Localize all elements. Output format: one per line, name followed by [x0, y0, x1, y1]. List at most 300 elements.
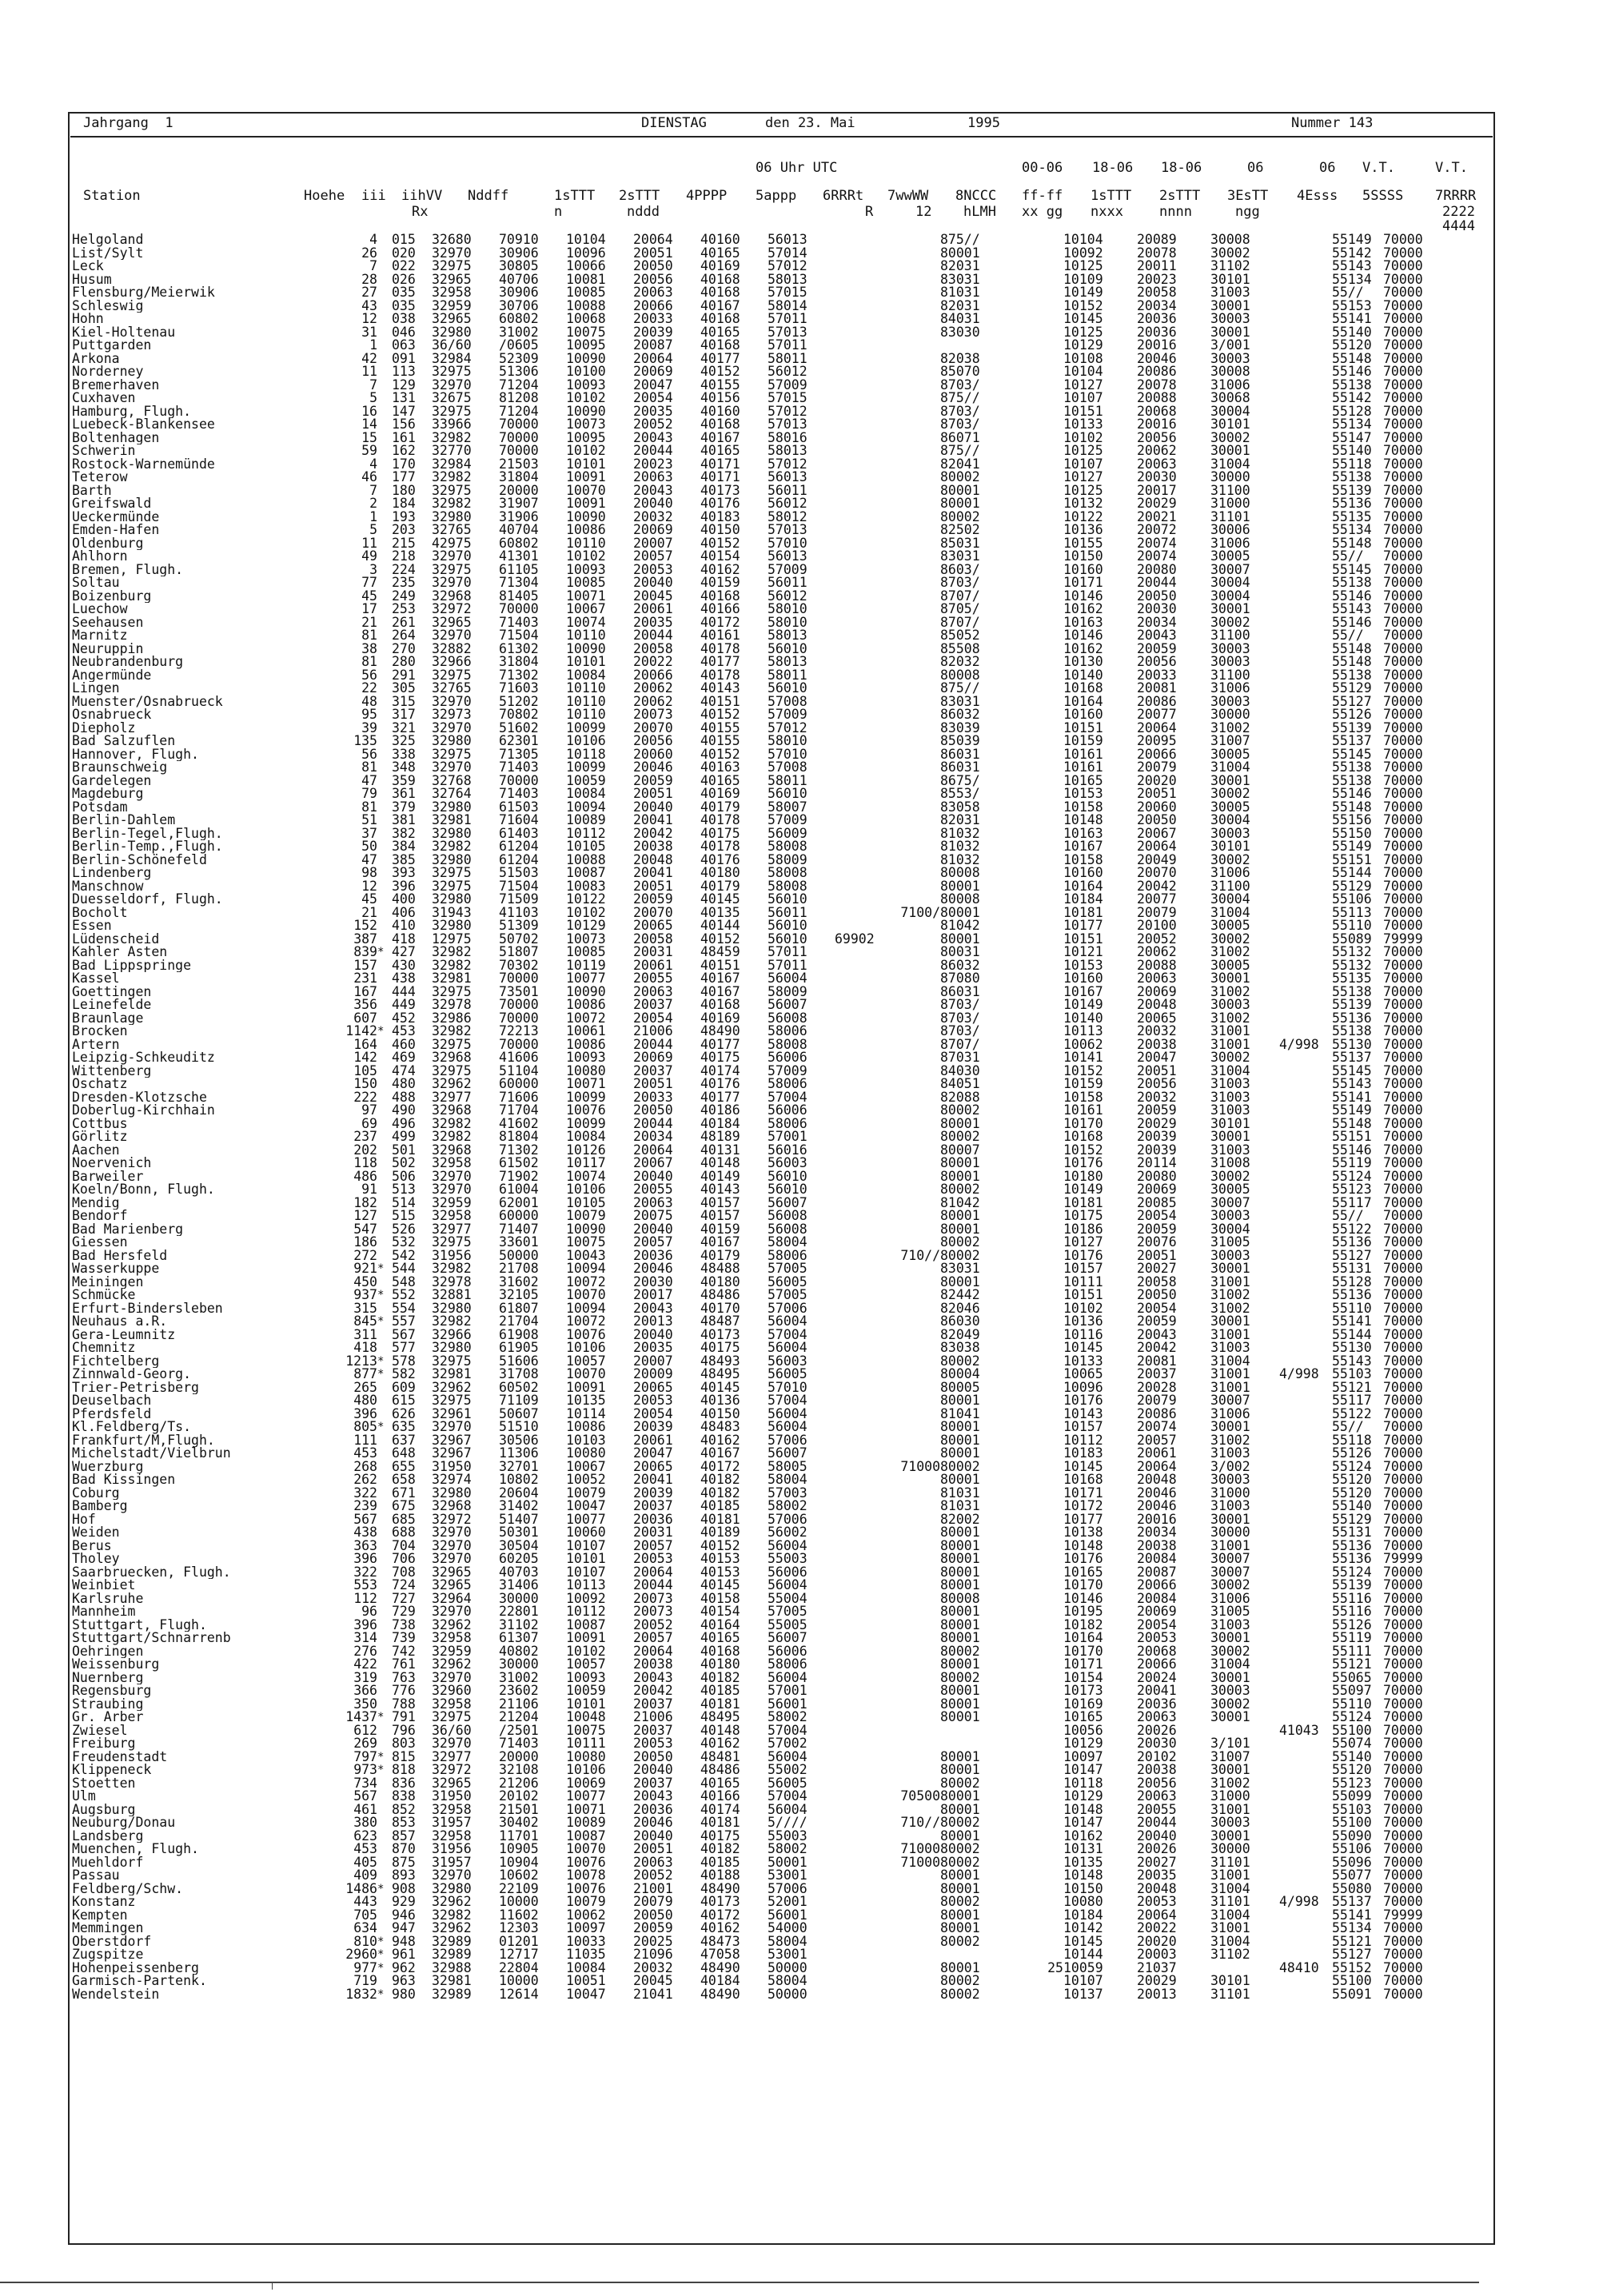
group-8nccc: 81042: [940, 1196, 980, 1210]
group-4esss: [1279, 590, 1332, 604]
station-height: 81: [361, 761, 377, 775]
group-iihvv: 32980: [432, 1341, 472, 1355]
group-6rrrt: [835, 1909, 892, 1923]
group-4pppp: 40178: [700, 814, 740, 827]
group-2sttt-min: 20059: [1137, 1222, 1177, 1236]
mountain-marker: [377, 1816, 392, 1830]
group-7rrrr: 70000: [1383, 1051, 1423, 1065]
group-7wwww: [892, 379, 940, 393]
group-7rrrr: 70000: [1383, 919, 1423, 933]
station-id: 385: [392, 853, 416, 867]
group-4esss: [1279, 471, 1332, 484]
table-row: [72, 1262, 1431, 1276]
group-5ssss: 55145: [1332, 747, 1372, 761]
group-iihvv: 31956: [432, 1249, 472, 1262]
group-2sttt-min: 20086: [1137, 365, 1177, 379]
group-7rrrr: 70000: [1383, 840, 1423, 854]
station-name: Erfurt-Bindersleben: [72, 1301, 223, 1315]
group-6rrrt: [835, 919, 892, 933]
group-1sttt: 10105: [566, 1196, 606, 1210]
group-iihvv: 32970: [432, 550, 472, 564]
group-5appp: 56005: [768, 1275, 807, 1289]
group-2sttt: 20032: [633, 510, 673, 524]
group-3estt: 30003: [1210, 1816, 1250, 1830]
group-4esss: 4/998: [1279, 1038, 1319, 1051]
station-id: 203: [392, 524, 416, 537]
group-5appp: 56004: [768, 1421, 807, 1434]
group-6rrrt: [835, 696, 892, 709]
group-ff-ff: [1027, 1711, 1063, 1724]
group-3estt: 30068: [1210, 392, 1250, 405]
group-5ssss: 55141: [1332, 1090, 1372, 1104]
group-iihvv: 32962: [432, 1381, 472, 1394]
group-2sttt-min: 20024: [1137, 1671, 1177, 1684]
station-height: 56: [361, 747, 377, 761]
group-5appp: 58002: [768, 1500, 807, 1513]
group-6rrrt: [835, 1764, 892, 1777]
group-2sttt: 20041: [633, 1473, 673, 1487]
group-1sttt-max: 10102: [1063, 1301, 1103, 1315]
group-5ssss: 55129: [1332, 1513, 1372, 1526]
group-3estt: 30007: [1210, 563, 1250, 576]
mountain-marker: [377, 1895, 392, 1909]
group-nddff: 71302: [499, 1143, 539, 1157]
group-3estt: 31003: [1210, 1143, 1250, 1157]
mountain-marker: [377, 1144, 392, 1158]
group-iihvv: 32980: [432, 735, 472, 748]
group-7wwww: [892, 682, 940, 696]
group-6rrrt: [835, 379, 892, 393]
mountain-marker: *: [377, 1961, 385, 1975]
station-name: Doberlug-Kirchhain: [72, 1104, 215, 1118]
group-1sttt-max: 10168: [1063, 1473, 1103, 1487]
group-7wwww: 71000: [900, 1856, 940, 1869]
group-5ssss: 55065: [1332, 1671, 1372, 1684]
group-iihvv: 32958: [432, 1632, 472, 1645]
group-4esss: [1279, 1500, 1332, 1513]
group-4esss: [1279, 1540, 1332, 1553]
group-7wwww: [892, 1737, 940, 1751]
group-5ssss: 55121: [1332, 1658, 1372, 1672]
table-row: [72, 999, 1431, 1012]
group-2sttt-min: 20114: [1137, 1157, 1177, 1170]
group-7wwww: [892, 1579, 940, 1592]
group-nddff: 41103: [499, 906, 539, 919]
group-4esss: [1279, 497, 1332, 511]
table-row: [72, 484, 1431, 498]
group-7rrrr: 70000: [1383, 246, 1423, 260]
table-row: [72, 1197, 1431, 1210]
group-nddff: 41301: [499, 550, 539, 564]
group-6rrrt: [835, 1262, 892, 1276]
group-ff-ff: [1027, 1724, 1063, 1738]
col-top-period-1: 00-06: [1022, 160, 1063, 176]
group-ff-ff: [1027, 1869, 1063, 1883]
station-height: 937: [353, 1289, 377, 1302]
group-iihvv: 32989: [432, 1935, 472, 1948]
group-4pppp: 40156: [700, 392, 740, 405]
station-height: 409: [353, 1869, 377, 1883]
group-7wwww: [892, 1065, 940, 1078]
group-2sttt-min: 20069: [1137, 1183, 1177, 1197]
group-3estt: 30004: [1210, 814, 1250, 827]
station-id: 381: [392, 814, 416, 827]
group-7rrrr: 70000: [1383, 1869, 1423, 1883]
group-1sttt-max: 10182: [1063, 1618, 1103, 1632]
group-3estt: 31000: [1210, 1486, 1250, 1500]
group-3estt: 30003: [1210, 642, 1250, 656]
group-2sttt-min: 20089: [1137, 233, 1177, 247]
col-iii: iii: [361, 188, 386, 204]
group-2sttt-min: 20030: [1137, 471, 1177, 484]
col-top-period-4: 06: [1247, 160, 1264, 176]
station-name: Braunschweig: [72, 761, 168, 775]
mountain-marker: [377, 1091, 392, 1105]
mountain-marker: [377, 959, 392, 973]
group-iihvv: 32882: [432, 642, 472, 656]
group-5appp: 56010: [768, 642, 807, 656]
group-4pppp: 40173: [700, 1895, 740, 1909]
station-id: 261: [392, 616, 416, 629]
group-iihvv: 32980: [432, 893, 472, 907]
station-name: Görlitz: [72, 1130, 128, 1144]
group-ff-ff: [1027, 1223, 1063, 1237]
group-nddff: /0605: [499, 339, 539, 353]
group-2sttt-min: 20086: [1137, 1407, 1177, 1421]
group-iihvv: 12975: [432, 932, 472, 946]
col-5ssss: 5SSSS: [1362, 188, 1404, 204]
station-height: 81: [361, 800, 377, 814]
group-4pppp: 40145: [700, 1579, 740, 1592]
group-5appp: 56005: [768, 1368, 807, 1381]
group-2sttt-min: 20064: [1137, 1908, 1177, 1922]
group-ff-ff: [1027, 1250, 1063, 1263]
group-8nccc: 83031: [940, 695, 980, 708]
group-7rrrr: 70000: [1383, 405, 1423, 418]
group-nddff: 51602: [499, 721, 539, 735]
group-7rrrr: 70000: [1383, 1724, 1423, 1737]
group-iihvv: 32975: [432, 1711, 472, 1724]
group-2sttt-min: 20055: [1137, 1803, 1177, 1816]
group-5appp: 58004: [768, 1236, 807, 1250]
group-2sttt: 20063: [633, 1196, 673, 1210]
group-2sttt-min: 20046: [1137, 352, 1177, 365]
mountain-marker: *: [377, 1262, 385, 1276]
group-4esss: [1279, 1592, 1332, 1606]
group-2sttt: 20044: [633, 1117, 673, 1130]
group-7rrrr: 70000: [1383, 339, 1423, 353]
group-8nccc: 8675/: [940, 774, 980, 787]
station-id: 488: [392, 1090, 416, 1104]
group-7rrrr: 70000: [1383, 814, 1423, 827]
group-5appp: 57006: [768, 1513, 807, 1526]
group-8nccc: 80002: [940, 510, 980, 524]
group-5ssss: 55138: [1332, 378, 1372, 392]
col-sub-rx: Rx: [412, 204, 429, 220]
group-1sttt-max: 10104: [1063, 365, 1103, 379]
group-8nccc: 82502: [940, 524, 980, 537]
group-7rrrr: 70000: [1383, 1078, 1423, 1091]
group-2sttt-min: 20078: [1137, 378, 1177, 392]
group-1sttt: 10126: [566, 1143, 606, 1157]
col-sub-nnnn: nnnn: [1159, 204, 1192, 220]
station-name: Seehausen: [72, 616, 144, 629]
group-ff-ff: [1027, 1684, 1063, 1698]
station-id: 908: [392, 1882, 416, 1895]
station-height: 26: [361, 246, 377, 260]
group-1sttt: 10068: [566, 313, 606, 326]
station-id: 460: [392, 1038, 416, 1051]
mountain-marker: [377, 1341, 392, 1355]
station-name: Hamburg, Flugh.: [72, 405, 192, 418]
station-name: Potsdam: [72, 800, 128, 814]
group-1sttt-max: 10132: [1063, 497, 1103, 511]
group-iihvv: 32970: [432, 1526, 472, 1540]
group-6rrrt: [835, 735, 892, 748]
group-7wwww: [892, 1830, 940, 1844]
group-2sttt: 20047: [633, 1447, 673, 1461]
group-1sttt-max: 10184: [1063, 1908, 1103, 1922]
group-iihvv: 31957: [432, 1856, 472, 1869]
group-ff-ff: [1027, 1130, 1063, 1144]
group-6rrrt: [835, 1619, 892, 1632]
synop-table-body: [72, 233, 1431, 2001]
group-7wwww: [892, 418, 940, 432]
station-name: Regensburg: [72, 1684, 152, 1698]
group-1sttt-max: 10151: [1063, 405, 1103, 418]
station-id: 763: [392, 1671, 416, 1684]
group-6rrrt: [835, 840, 892, 854]
group-iihvv: 32965: [432, 273, 472, 286]
group-1sttt: 10043: [566, 1249, 606, 1262]
group-8nccc: 85070: [940, 365, 980, 379]
group-4pppp: 40168: [700, 418, 740, 432]
group-4esss: [1279, 840, 1332, 854]
station-name: Angermünde: [72, 668, 152, 682]
station-name: Kempten: [72, 1908, 128, 1922]
mountain-marker: [377, 1012, 392, 1026]
group-8nccc: 80001: [940, 1210, 980, 1223]
group-5ssss: 55127: [1332, 1249, 1372, 1262]
group-nddff: 30504: [499, 1539, 539, 1553]
station-name: Goettingen: [72, 985, 152, 999]
group-nddff: 71902: [499, 1170, 539, 1183]
group-4pppp: 40177: [700, 352, 740, 365]
station-id: 035: [392, 299, 416, 313]
group-3estt: 31002: [1210, 1433, 1250, 1447]
group-iihvv: 32982: [432, 497, 472, 511]
mountain-marker: [377, 1540, 392, 1553]
group-5appp: 56004: [768, 1671, 807, 1684]
group-1sttt: 10091: [566, 497, 606, 511]
group-ff-ff: [1027, 854, 1063, 867]
group-ff-ff: [1027, 748, 1063, 762]
mountain-marker: [377, 1408, 392, 1421]
station-height: 315: [353, 1301, 377, 1315]
group-2sttt-min: 20095: [1137, 735, 1177, 748]
group-5ssss: 55128: [1332, 1275, 1372, 1289]
group-4esss: [1279, 1236, 1332, 1250]
group-1sttt: 10071: [566, 589, 606, 603]
group-5appp: 57003: [768, 1486, 807, 1500]
group-8nccc: 80001: [940, 1618, 980, 1632]
group-5appp: 58010: [768, 616, 807, 629]
group-iihvv: 32958: [432, 1829, 472, 1843]
table-row: [72, 1816, 1431, 1830]
group-3estt: 30101: [1210, 840, 1250, 854]
group-1sttt-max: 10125: [1063, 260, 1103, 273]
group-6rrrt: [835, 471, 892, 484]
group-4pppp: 48486: [700, 1289, 740, 1302]
group-5appp: 57004: [768, 1394, 807, 1408]
group-5appp: 58014: [768, 299, 807, 313]
mountain-marker: [377, 1856, 392, 1870]
station-height: 810: [353, 1935, 377, 1948]
group-7rrrr: 70000: [1383, 1328, 1423, 1341]
group-2sttt: 20043: [633, 1790, 673, 1804]
station-height: 22: [361, 682, 377, 696]
group-2sttt: 20057: [633, 1236, 673, 1250]
group-8nccc: 85052: [940, 629, 980, 643]
group-5appp: 58008: [768, 879, 807, 893]
table-row: [72, 418, 1431, 432]
mountain-marker: [377, 775, 392, 788]
group-7rrrr: 70000: [1383, 1038, 1423, 1051]
station-height: 182: [353, 1196, 377, 1210]
group-3estt: 30001: [1210, 1130, 1250, 1144]
group-ff-ff: [1027, 550, 1063, 564]
group-4pppp: 40155: [700, 735, 740, 748]
group-nddff: 10602: [499, 1869, 539, 1883]
col-sub-12: 12: [915, 204, 932, 220]
group-ff-ff: [1027, 1975, 1063, 1988]
group-ff-ff: [1027, 1645, 1063, 1659]
group-2sttt-min: 20064: [1137, 840, 1177, 854]
table-row: [72, 643, 1431, 656]
group-2sttt-min: 20027: [1137, 1262, 1177, 1276]
group-3estt: 30001: [1210, 774, 1250, 787]
group-6rrrt: [835, 1883, 892, 1896]
group-2sttt-min: 20048: [1137, 999, 1177, 1012]
group-4pppp: 40180: [700, 1275, 740, 1289]
group-2sttt: 20053: [633, 1553, 673, 1566]
group-1sttt-max: 10159: [1063, 735, 1103, 748]
group-6rrrt: [835, 1025, 892, 1038]
group-3estt: 31101: [1210, 510, 1250, 524]
group-6rrrt: [835, 1724, 892, 1738]
group-8nccc: 80001: [940, 1117, 980, 1130]
group-7rrrr: 70000: [1383, 286, 1423, 300]
group-1sttt: 10079: [566, 1210, 606, 1223]
group-4esss: [1279, 365, 1332, 379]
col-6rrrt: 6RRRt: [823, 188, 864, 204]
group-8nccc: 80008: [940, 1592, 980, 1605]
station-height: 7: [369, 260, 377, 273]
group-4pppp: 40179: [700, 800, 740, 814]
station-height: 112: [353, 1592, 377, 1605]
table-row: [72, 840, 1431, 854]
station-height: 1: [369, 339, 377, 353]
group-2sttt-min: 20022: [1137, 1922, 1177, 1935]
station-name: Giessen: [72, 1236, 128, 1250]
group-iihvv: 32959: [432, 1196, 472, 1210]
group-4pppp: 40168: [700, 1644, 740, 1658]
group-1sttt-max: 10092: [1063, 246, 1103, 260]
group-3estt: 30002: [1210, 932, 1250, 946]
col-4pppp: 4PPPP: [686, 188, 728, 204]
table-row: [72, 1883, 1431, 1896]
group-ff-ff: [1027, 273, 1063, 287]
mountain-marker: [377, 708, 392, 722]
group-6rrrt: [835, 1341, 892, 1355]
group-5appp: 56004: [768, 1803, 807, 1816]
group-8nccc: 82038: [940, 352, 980, 365]
group-1sttt: 10106: [566, 1341, 606, 1355]
station-id: 177: [392, 471, 416, 484]
group-8nccc: 80001: [940, 1605, 980, 1619]
group-7wwww: [892, 761, 940, 775]
group-5ssss: 55151: [1332, 853, 1372, 867]
group-6rrrt: [835, 1895, 892, 1909]
group-5appp: 57002: [768, 1737, 807, 1751]
table-row: [72, 1804, 1431, 1817]
group-7rrrr: 70000: [1383, 484, 1423, 497]
group-1sttt-max: 10125: [1063, 444, 1103, 458]
group-4pppp: 40168: [700, 999, 740, 1012]
table-row: [72, 458, 1431, 472]
group-6rrrt: [835, 1948, 892, 1962]
group-nddff: 60205: [499, 1553, 539, 1566]
group-nddff: 70802: [499, 708, 539, 722]
group-3estt: 31004: [1210, 1908, 1250, 1922]
group-2sttt-min: 20059: [1137, 1315, 1177, 1329]
group-2sttt: 20079: [633, 1895, 673, 1909]
group-ff-ff: [1027, 986, 1063, 999]
group-1sttt-max: 10172: [1063, 1500, 1103, 1513]
group-4pppp: 40151: [700, 959, 740, 972]
station-height: 567: [353, 1790, 377, 1804]
group-iihvv: 32765: [432, 524, 472, 537]
group-4pppp: 40153: [700, 1565, 740, 1579]
station-id: 184: [392, 497, 416, 511]
group-iihvv: 32975: [432, 484, 472, 497]
group-3estt: 30001: [1210, 1315, 1250, 1329]
group-2sttt-min: 20035: [1137, 1869, 1177, 1883]
group-2sttt-min: 20064: [1137, 1460, 1177, 1473]
group-3estt: 30005: [1210, 959, 1250, 972]
group-1sttt-max: 10163: [1063, 827, 1103, 840]
group-6rrrt: [835, 1461, 892, 1474]
group-5ssss: 55138: [1332, 668, 1372, 682]
group-4pppp: 40182: [700, 1671, 740, 1684]
station-height: 237: [353, 1130, 377, 1144]
group-4pppp: 40136: [700, 1394, 740, 1408]
table-row: [72, 1289, 1431, 1302]
col-hoehe: Hoehe: [304, 188, 345, 204]
group-2sttt: 20037: [633, 1724, 673, 1737]
group-nddff: 71204: [499, 405, 539, 418]
group-iihvv: 32964: [432, 1592, 472, 1605]
group-5appp: 56013: [768, 471, 807, 484]
group-nddff: 30906: [499, 246, 539, 260]
group-nddff: 51202: [499, 695, 539, 708]
station-id: 963: [392, 1975, 416, 1988]
group-8nccc: 83031: [940, 550, 980, 564]
station-id: 875: [392, 1856, 416, 1869]
group-1sttt: 10072: [566, 1275, 606, 1289]
station-height: 547: [353, 1222, 377, 1236]
group-1sttt-max: 10062: [1063, 1038, 1103, 1051]
